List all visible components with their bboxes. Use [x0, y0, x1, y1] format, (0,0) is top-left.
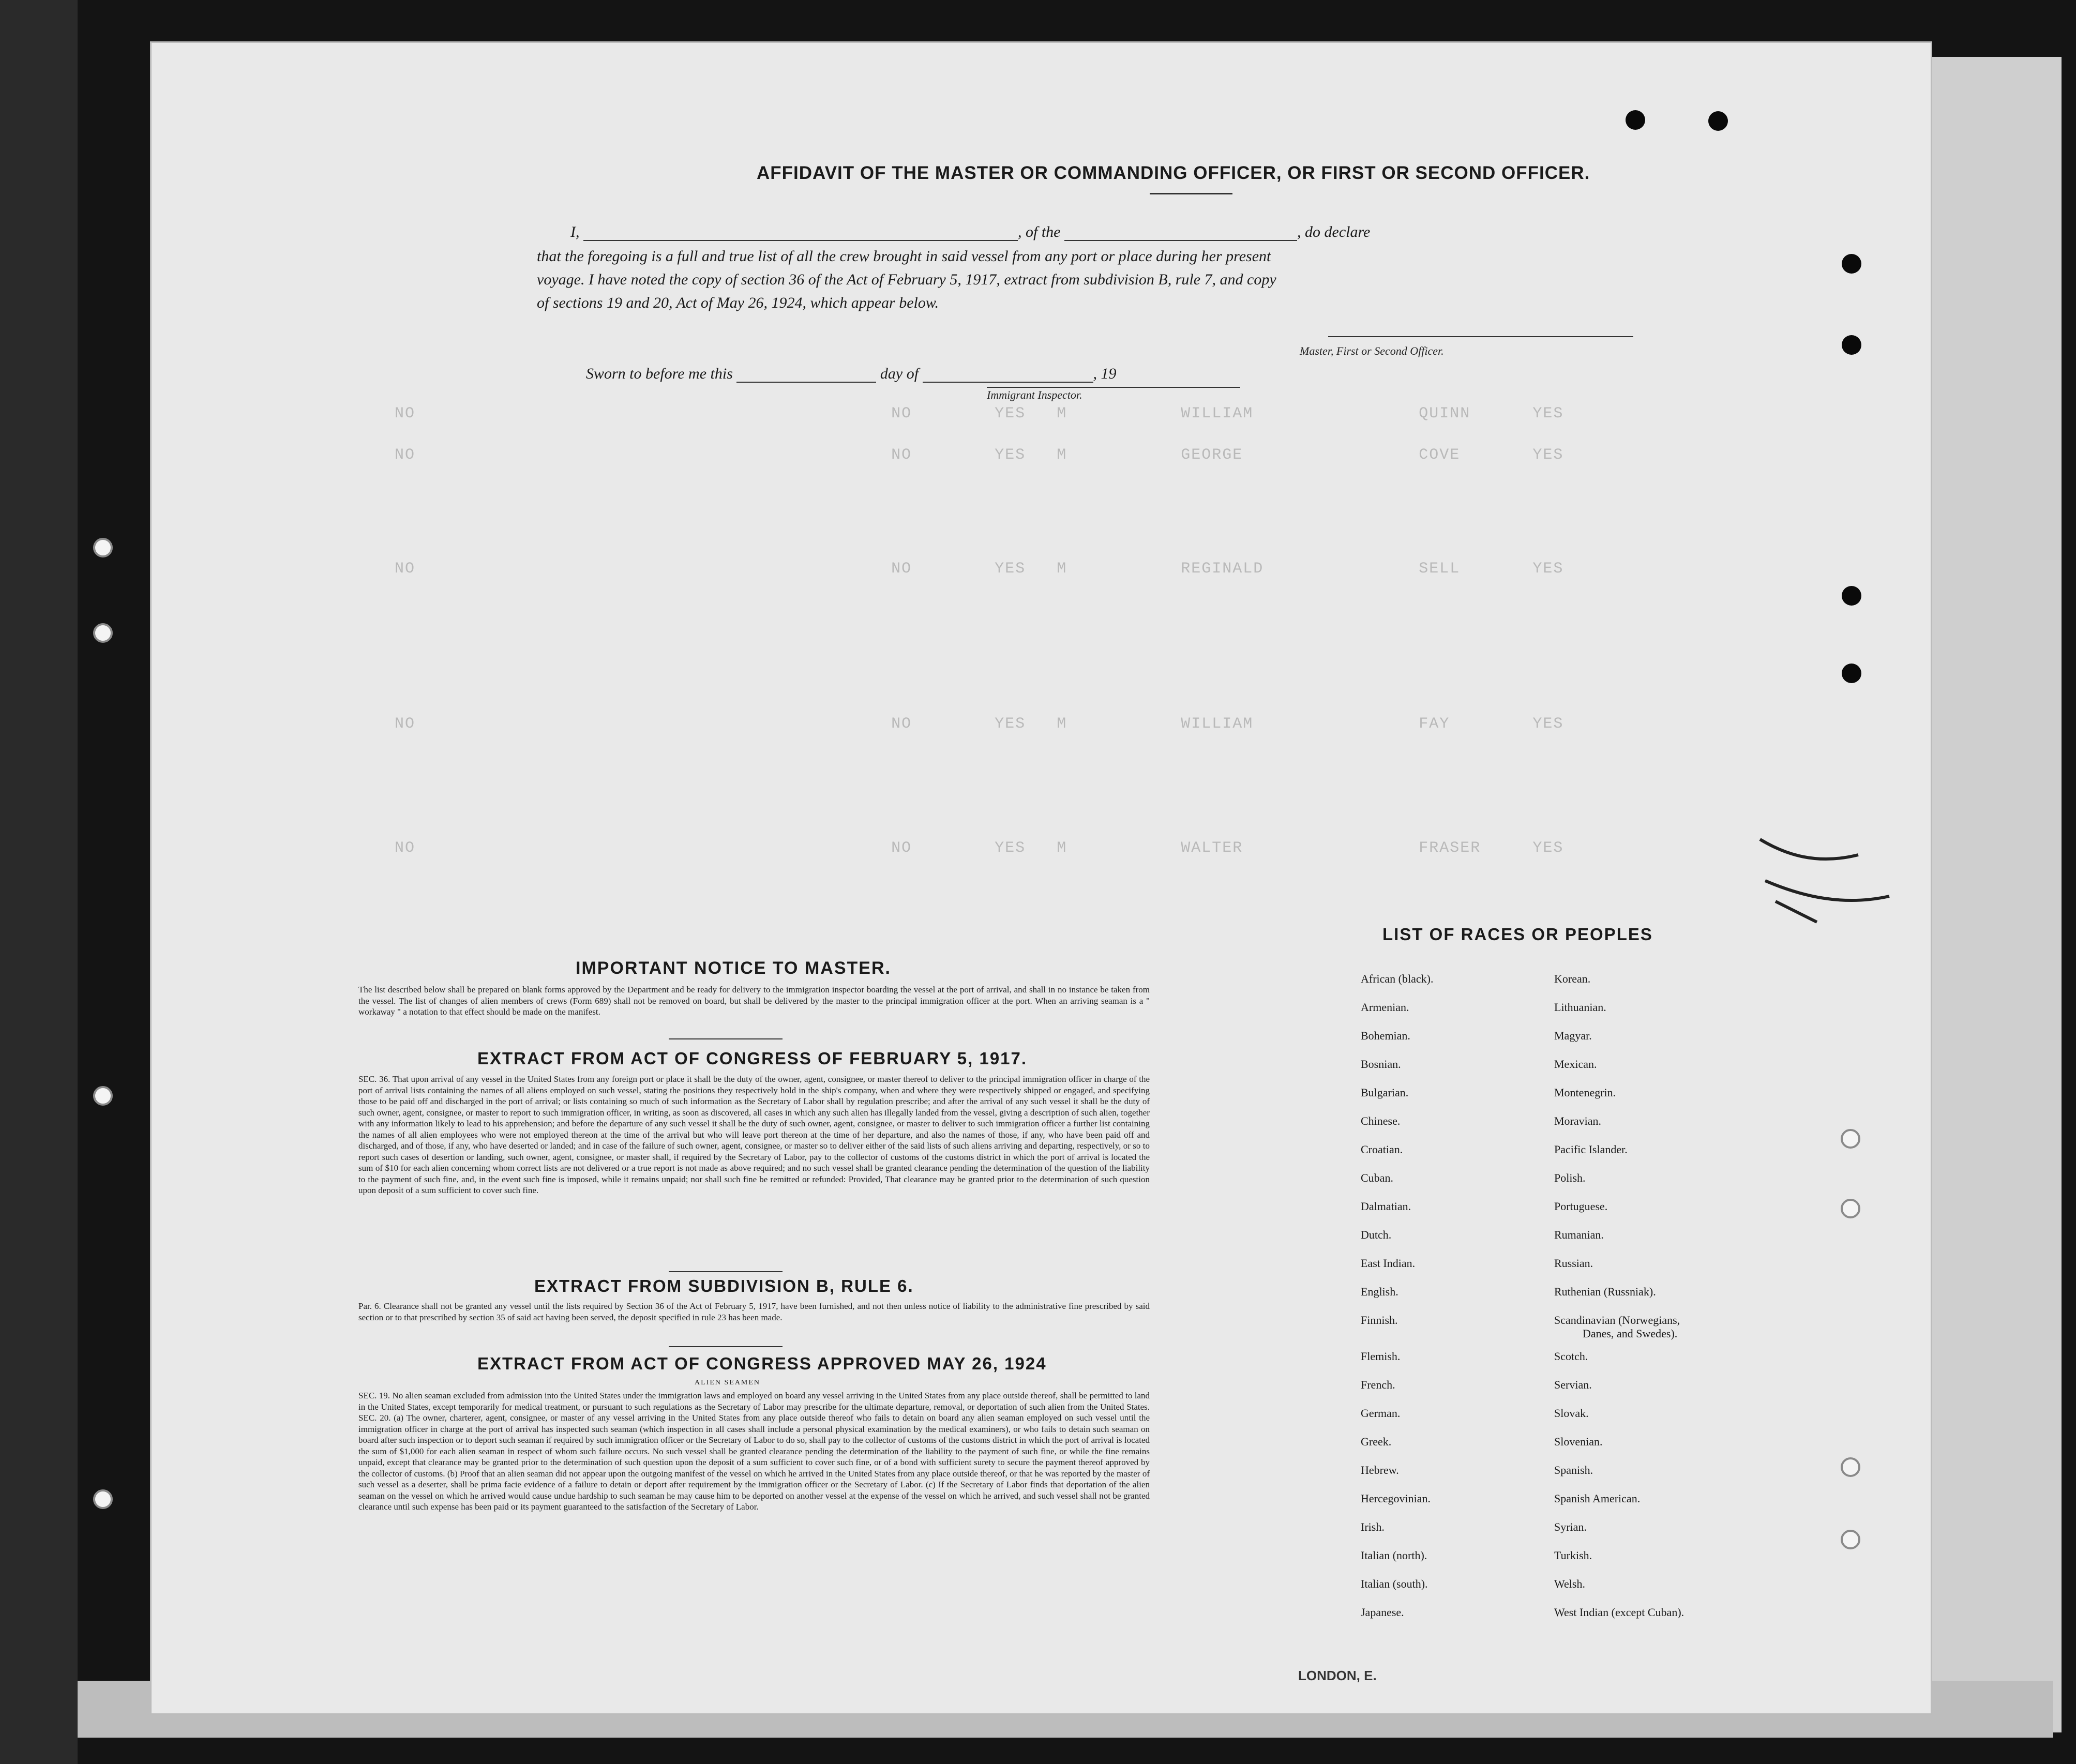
race-item: Japanese.	[1361, 1606, 1404, 1619]
show-through-text: NO NO YES M WILLIAM QUINN YES	[395, 405, 1564, 423]
race-item: French.	[1361, 1378, 1395, 1391]
binder-hole	[93, 1489, 113, 1509]
divider	[669, 1038, 783, 1039]
race-item: East Indian.	[1361, 1257, 1416, 1270]
race-item: Dutch.	[1361, 1228, 1392, 1241]
race-item: Bulgarian.	[1361, 1086, 1409, 1099]
punch-hole	[1842, 335, 1861, 355]
race-item: Croatian.	[1361, 1143, 1403, 1156]
divider	[669, 1346, 783, 1347]
race-item: Dalmatian.	[1361, 1200, 1411, 1213]
pen-scribble	[1755, 819, 1910, 974]
affidavit-line-4: of sections 19 and 20, Act of May 26, 1924, which appear below.	[537, 294, 939, 311]
races-column-2	[1554, 972, 1684, 1634]
race-item: Servian.	[1554, 1378, 1592, 1391]
day-blank	[736, 365, 876, 383]
punch-hole	[1708, 111, 1728, 131]
binder-hole	[93, 623, 113, 643]
race-item: Bohemian.	[1361, 1029, 1410, 1042]
i-label: I,	[570, 223, 580, 240]
punch-hole	[1841, 1129, 1860, 1149]
sworn-label: Sworn to before me this	[586, 365, 733, 382]
punch-hole	[1626, 110, 1645, 130]
binder-hole	[93, 538, 113, 557]
extract-1924-text: SEC. 19. No alien seaman excluded from admission into the United States under the immigration laws and employed on board any vessel arriving in the United States from any place outside thereof, shall be permitted to land in the United States, except temporarily for medical treatment, or pursuant to such regulations as the Secretary of Labor may prescribe for the ultimate departure, removal, or deportation of such alien from the United States. SEC. 20. (a) The owner, charterer, agent, consignee, or master of any vessel arriving in the United States from any place outside thereof who fails to detain on board any alien seaman employed on such vessel until the immigration officer in charge at the port of arrival has inspected such seaman (which inspection in all cases shall include a personal physical examination by the medical examiners), or who fails to detain such seaman on board after such inspection or to deport such seaman if required by such immigration officer or the Secretary of Labor to do so, shall pay to the collector of customs of the customs district in which the port of arrival is located the sum of $1,000 for each alien seaman in respect of whom such failure occurs. No such vessel shall be granted clearance pending the determination of the liability to the payment of such fine, or while the fine remains unpaid, except that clearance may be granted prior to the determination of such question upon the deposit of a sum sufficient to cover such fine, or of a bond with sufficient surety to secure the payment thereof approved by the collector of customs. (b) Proof that an alien seaman did not appear upon the outgoing manifest of the vessel on which he arrived in the United States from any place outside thereof, or that he was reported by the master of such vessel as a deserter, shall be prima facie evidence of a failure to detain or deport after requirement by the immigration officer or the Secretary of Labor. (c) If the Secretary of Labor finds that deportation of the alien seaman on the vessel on which he arrived would cause undue hardship to such seaman he may cause him to be deported on another vessel at the expense of the vessel on which he arrived, and such vessel shall not be granted clearance until such expense has been paid or its payment guaranteed to the satisfaction of the Secretary of Labor.	[358, 1391, 1150, 1512]
race-item: Polish.	[1554, 1171, 1586, 1184]
races-title: LIST OF RACES OR PEOPLES	[1382, 925, 1653, 944]
name-blank	[583, 223, 1018, 241]
races-column-1	[1361, 972, 1433, 1634]
month-blank	[923, 365, 1093, 383]
race-item: Slovak.	[1554, 1407, 1589, 1420]
race-item: African (black).	[1361, 972, 1434, 985]
race-item: English.	[1361, 1285, 1398, 1298]
race-item: Irish.	[1361, 1520, 1385, 1533]
inspector-label: Immigrant Inspector.	[987, 388, 1082, 401]
race-item: Chinese.	[1361, 1114, 1401, 1127]
race-item: Rumanian.	[1554, 1228, 1604, 1241]
race-item-scandinavian	[1554, 1314, 1684, 1350]
sworn-line	[586, 365, 1117, 383]
race-item: Spanish American.	[1554, 1492, 1641, 1505]
race-item: Montenegrin.	[1554, 1086, 1616, 1099]
show-through-text: NO NO YES M WALTER FRASER YES	[395, 839, 1564, 857]
race-item: Hercegovinian.	[1361, 1492, 1431, 1505]
race-item: Pacific Islander.	[1554, 1143, 1628, 1156]
london-stamp: LONDON, E.	[1298, 1668, 1377, 1683]
race-item: Moravian.	[1554, 1114, 1602, 1127]
race-item: Ruthenian (Russniak).	[1554, 1285, 1656, 1298]
race-item: Armenian.	[1361, 1001, 1409, 1014]
extract-1917-text: SEC. 36. That upon arrival of any vessel in the United States from any foreign port or place it shall be the duty of the owner, agent, consignee, or master thereof to deliver to the principal immigration officer in charge of the port of arrival lists containing the names of all aliens employed on such vessel, stating the positions they respectively hold in the ship's company, when and where they were respectively shipped or engaged, and specifying those to be paid off and discharged in the port of arrival; or lists containing so much of such information as the Secretary of Labor shall by regulation prescribe; and after the arrival of any such vessel it shall be the duty of such owner, agent, consignee, or master to report to such immigration officer, in writing, as soon as discovered, all cases in which any such alien has illegally landed from the vessel, giving a description of such alien, together with any information likely to lead to his apprehension; and before the departure of any such vessel it shall be the duty of such owner, agent, consignee, or master to deliver to such immigration officer a further list containing the names of all alien employees who were not employed thereon at the time of the arrival but who will leave port thereon at the time of her departure, and also the names of those, if any, who have been paid off and discharged, and of those, if any, who have deserted or landed; and in case of the failure of such owner, agent, consignee, or master so to deliver either of the said lists of such aliens arriving and departing, respectively, or so to report such cases of desertion or landing, such owner, agent, consignee, or master shall, if required by the Secretary of Labor, pay to the collector of customs of the customs district in which the port of arrival is located the sum of $10 for each alien concerning whom correct lists are not delivered or a true report is not made as above required; and no such vessel shall be granted clearance pending the determination of the question of the liability to the payment of such fine, and, in the event such fine is imposed, while it remains unpaid; nor shall such fine be remitted or refunded: Provided, That clearance may be granted prior to the determination of such question upon deposit of a sum sufficient to cover such fine.	[358, 1074, 1150, 1195]
affidavit-line-3: voyage. I have noted the copy of section 36 of the Act of February 5, 1917, extract from subdivision B, rule 7, and copy	[537, 271, 1276, 288]
race-item: Lithuanian.	[1554, 1001, 1606, 1014]
race-item: Slovenian.	[1554, 1435, 1603, 1448]
do-declare-label: , do declare	[1297, 223, 1371, 240]
race-item: Flemish.	[1361, 1350, 1401, 1363]
punch-hole	[1842, 664, 1861, 683]
race-item: Greek.	[1361, 1435, 1392, 1448]
race-item-continuation: Danes, and Swedes).	[1583, 1327, 1678, 1340]
race-item: Welsh.	[1554, 1577, 1585, 1590]
day-of-label: day of	[880, 365, 919, 382]
divider	[669, 1271, 783, 1272]
race-item: Scotch.	[1554, 1350, 1588, 1363]
affidavit-line-2: that the foregoing is a full and true list of all the crew brought in said vessel from any port or place during her present	[537, 248, 1271, 265]
rule-6-title: EXTRACT FROM SUBDIVISION B, RULE 6.	[534, 1276, 914, 1295]
race-item: German.	[1361, 1407, 1401, 1420]
affidavit-page	[150, 41, 1932, 1715]
show-through-text: NO NO YES M GEORGE COVE YES	[395, 446, 1564, 464]
show-through-text: NO NO YES M REGINALD SELL YES	[395, 560, 1564, 578]
race-item: Syrian.	[1554, 1520, 1587, 1533]
race-item: Russian.	[1554, 1257, 1593, 1270]
title-divider	[1150, 193, 1232, 194]
race-item: Magyar.	[1554, 1029, 1592, 1042]
rule-6-text: Par. 6. Clearance shall not be granted any vessel until the lists required by Section 36 of the Act of February 5, 1917, have been furnished, and not then unless notice of liability to the administrative fine prescribed by said section or to that prescribed by section 35 of said act having been served, the deposit specified in rule 23 has been made.	[358, 1301, 1150, 1322]
signature-line	[1328, 336, 1633, 337]
race-item: Portuguese.	[1554, 1200, 1608, 1213]
signature-label: Master, First or Second Officer.	[1300, 344, 1444, 357]
punch-hole	[1841, 1530, 1860, 1549]
punch-hole	[1842, 254, 1861, 274]
race-item: Korean.	[1554, 972, 1591, 985]
race-item: Hebrew.	[1361, 1464, 1399, 1476]
race-item: Italian (north).	[1361, 1549, 1427, 1562]
extract-1924-title: EXTRACT FROM ACT OF CONGRESS APPROVED MAY 26, 1924	[477, 1354, 1047, 1373]
punch-hole	[1842, 586, 1861, 606]
extract-1917-title: EXTRACT FROM ACT OF CONGRESS OF FEBRUARY 5, 1917.	[477, 1049, 1028, 1068]
race-item: Italian (south).	[1361, 1577, 1428, 1590]
punch-hole	[1841, 1199, 1860, 1218]
race-item: West Indian (except Cuban).	[1554, 1606, 1684, 1619]
race-item: Spanish.	[1554, 1464, 1593, 1476]
notice-title: IMPORTANT NOTICE TO MASTER.	[576, 958, 891, 978]
affidavit-line-1	[570, 223, 1370, 241]
notice-text: The list described below shall be prepared on blank forms approved by the Department and be ready for delivery to the immigration inspector boarding the vessel at the port of arrival, and shall in no instance be taken from the vessel. The list of changes of alien members of crews (Form 689) shall not be removed on board, but shall be delivered by the master to the principal immigration officer at the port. When an arriving seaman is a " workaway " a notation to that effect should be made on the manifest.	[358, 985, 1150, 1017]
race-item: Mexican.	[1554, 1058, 1597, 1071]
vessel-blank	[1064, 223, 1297, 241]
binder-hole	[93, 1086, 113, 1106]
year-prefix: , 19	[1093, 365, 1117, 382]
extract-1924-subtitle: ALIEN SEAMEN	[695, 1379, 761, 1386]
race-item: Scandinavian (Norwegians,	[1554, 1314, 1680, 1326]
race-item: Cuban.	[1361, 1171, 1393, 1184]
film-frame-edge	[0, 0, 78, 1764]
race-item: Turkish.	[1554, 1549, 1592, 1562]
of-the-label: , of the	[1018, 223, 1061, 240]
affidavit-title: AFFIDAVIT OF THE MASTER OR COMMANDING OFFICER, OR FIRST OR SECOND OFFICER.	[757, 163, 1590, 183]
race-item: Bosnian.	[1361, 1058, 1401, 1071]
inspector-line	[987, 387, 1240, 388]
race-item: Finnish.	[1361, 1314, 1398, 1326]
show-through-text: NO NO YES M WILLIAM FAY YES	[395, 715, 1564, 733]
punch-hole	[1841, 1457, 1860, 1477]
